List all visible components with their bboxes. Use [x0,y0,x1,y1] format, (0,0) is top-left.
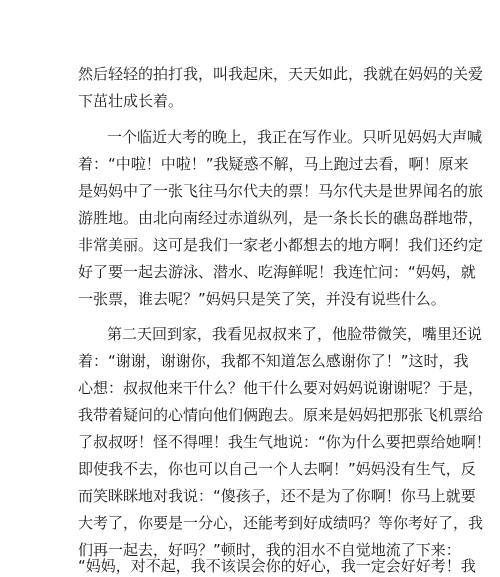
text-line: 我带着疑问的心情向他们俩跑去。原来是妈妈把那张飞机票给 [78,406,484,424]
text-line: 下茁壮成长着。 [78,92,184,110]
text-line: 大考了，你要是一分心，还能考到好成绩吗？等你考好了，我 [78,514,484,532]
text-line: 然后轻轻的拍打我，叫我起床，天天如此，我就在妈妈的关爱 [78,65,484,83]
text-line: 而笑眯眯地对我说：“傻孩子，还不是为了你啊！你马上就要 [78,487,476,505]
text-line: 第二天回到家，我看见叔叔来了，他脸带微笑，嘴里还说 [107,325,483,343]
text-line: 们再一起去，好吗？”顿时，我的泪水不自觉地流了下来： [78,541,461,559]
text-line: 着：“谢谢，谢谢你，我都不知道怎么感谢你了！”这时，我 [78,352,469,370]
text-line: 一张票，谁去呢？”妈妈只是笑了笑，并没有说些什么。 [78,290,446,308]
text-line: 了叔叔呀！怪不得哩！我生气地说：“你为什么要把票给她啊！ [78,433,491,451]
text-line: 心想：叔叔他来干什么？他干什么要对妈妈说谢谢呢？于是， [78,379,484,397]
text-line: “妈妈，对不起，我不该误会你的好心，我一定会好好考！我 [78,557,476,575]
text-line: 即使我不去，你也可以自己一个人去啊！”妈妈没有生气，反 [78,460,476,478]
text-line: 好了要一起去游泳、潜水、吃海鲜呢！我连忙问：“妈妈，就 [78,263,476,281]
text-line: 着：“中啦！中啦！”我疑惑不解，马上跑过去看，啊！原来 [78,155,469,173]
text-line: 一个临近大考的晚上，我正在写作业。只听见妈妈大声喊 [107,128,483,146]
text-line: 游胜地。由北向南经过赤道纵列，是一条长长的礁岛群地带， [78,209,484,227]
text-line: 非常美丽。这可是我们一家老小都想去的地方啊！我们还约定 [78,236,484,254]
text-line: 是妈妈中了一张飞往马尔代夫的票！马尔代夫是世界闻名的旅 [78,182,484,200]
